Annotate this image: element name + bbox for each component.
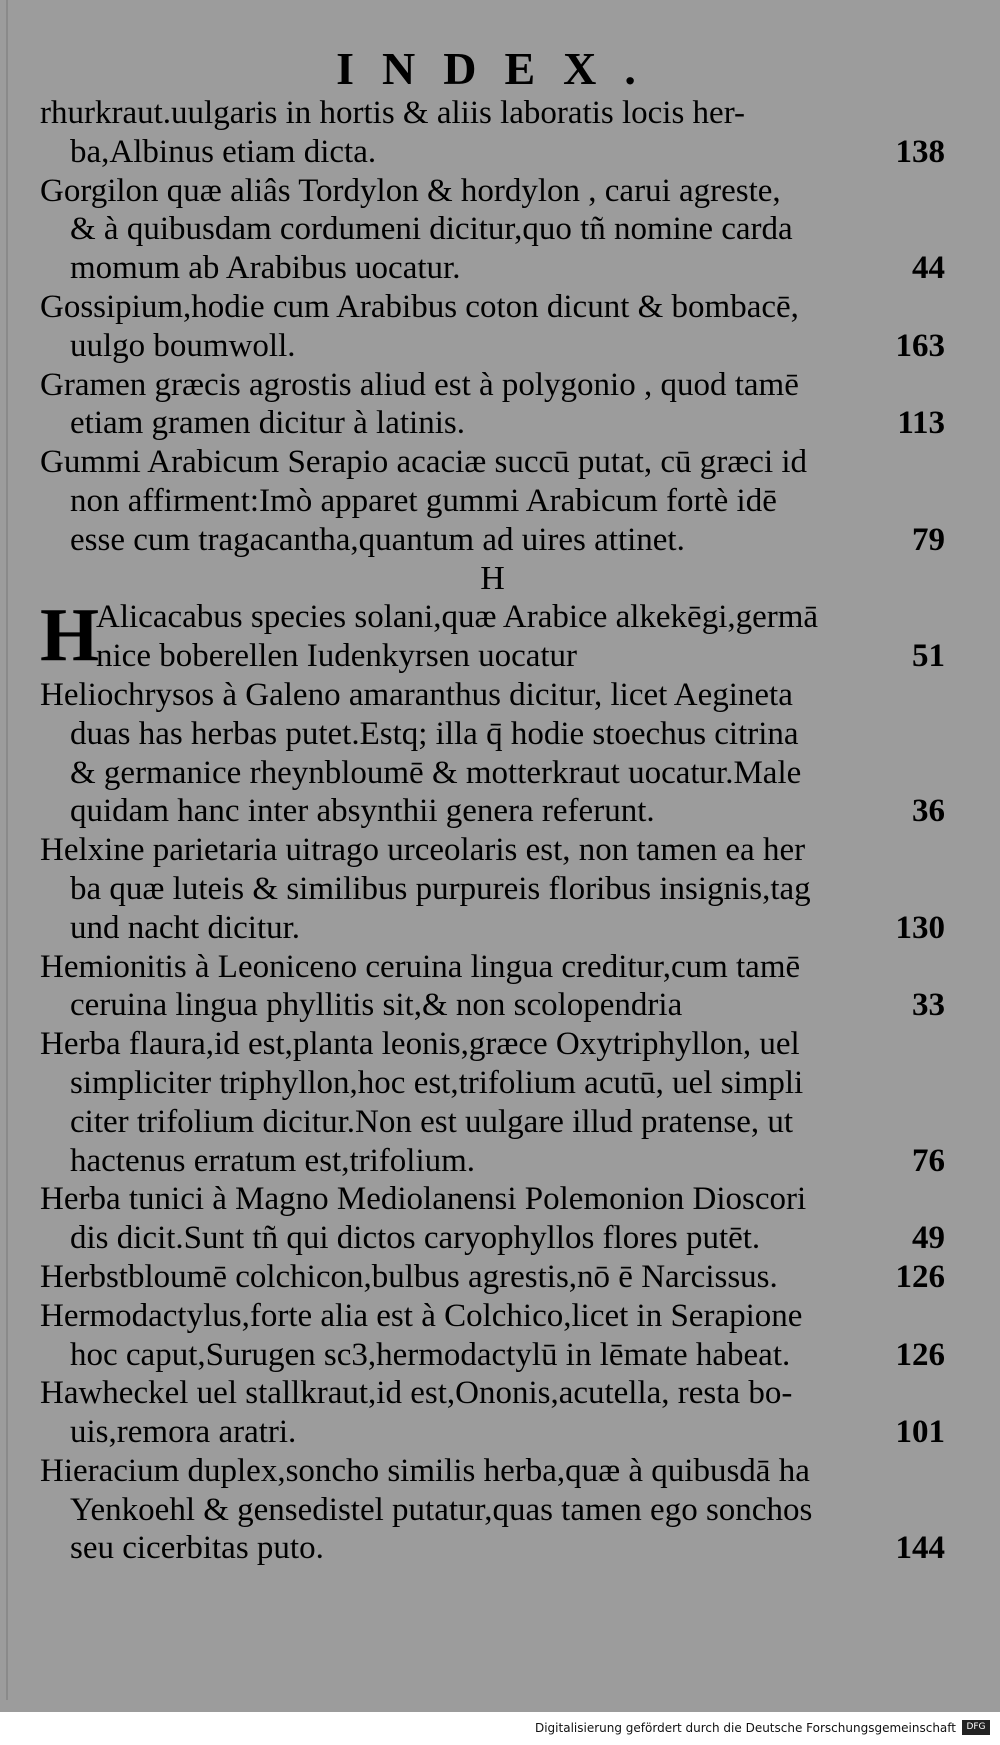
entry-line: simpliciter triphyllon,hoc est,trifolium acutū, uel simpli [70,1064,804,1101]
index-entry [40,1297,945,1375]
index-entry [40,443,945,559]
entry-line: Gorgilon quæ aliâs Tordylon & hordylon , carui agreste, [40,172,781,209]
drop-capital: H [40,593,100,678]
index-entry [40,676,945,831]
entry-line: non affirment:Imò apparet gummi Arabicum fortè idē [70,482,777,519]
entry-line: esse cum tragacantha,quantum ad uires attinet. 79 [70,521,945,558]
entry-line: Herba flaura,id est,planta leonis,græce Oxytriphyllon, uel [40,1026,800,1063]
index-entry [40,831,945,947]
index-entry [40,288,945,366]
page-number: 49 [912,1220,945,1257]
index-entry [40,1374,945,1452]
page-number: 51 [912,638,945,675]
index-entry [40,1025,945,1180]
page-number: 126 [895,1336,945,1373]
footer-credit: Digitalisierung gefördert durch die Deutsche Forschungsgemeinschaft [534,1721,956,1735]
entry-line: Helxine parietaria uitrago urceolaris est, non tamen ea her [40,832,806,869]
entry-line: quidam hanc inter absynthii genera referunt. 36 [70,793,945,830]
entry-line: Gummi Arabicum Serapio acaciæ succū putat, cū græci id [40,444,808,481]
entry-line: Gramen græcis agrostis aliud est à polygonio , quod tamē [40,366,799,403]
footer-bar [0,1712,1000,1745]
entry-line: Hemionitis à Leoniceno ceruina lingua creditur,cum tamē [40,948,801,985]
entry-line: ba,Albinus etiam dicta. 138 [70,133,945,170]
dfg-logo: DFG [962,1720,990,1735]
entry-line: & à quibusdam cordumeni dicitur,quo tñ nomine carda [70,211,793,248]
entry-line: & germanice rheynbloumē & motterkraut uocatur.Male [70,754,802,791]
entry-line: momum ab Arabibus uocatur. 44 [70,250,945,287]
index-entry [40,1452,945,1568]
entry-line: citer trifolium dicitur.Non est uulgare illud pratense, ut [70,1103,794,1140]
page-number: 163 [895,327,945,364]
index-entry [40,948,945,1026]
entry-line: hactenus erratum est,trifolium. 76 [70,1142,945,1179]
index-entry [40,172,945,288]
index-entry [40,1258,945,1297]
page-edge [6,0,8,1700]
index-entry-dropcap [40,593,945,678]
entry-line: Hawheckel uel stallkraut,id est,Ononis,acutella, resta bo- [40,1375,793,1412]
page-title: INDEX. [336,43,664,94]
entry-line: seu cicerbitas puto. 144 [70,1530,945,1567]
page-number: 138 [895,133,945,170]
entry-line: ceruina lingua phyllitis sit,& non scolopendria 33 [70,987,945,1024]
index-entry [40,366,945,444]
section-letter: H [480,559,505,597]
page-number: 144 [895,1530,945,1567]
entry-line: dis dicit.Sunt tñ qui dictos caryophyllos flores putēt. 49 [70,1220,945,1257]
entry-line: duas has herbas putet.Estq; illa q̄ hodie stoechus citrina [70,715,799,752]
page-number: 36 [912,793,945,830]
entry-line: Hermodactylus,forte alia est à Colchico,licet in Serapione [40,1297,803,1334]
index-column [40,94,945,1568]
page-number: 101 [895,1414,945,1451]
entry-line: ba quæ luteis & similibus purpureis floribus insignis,tag [70,870,811,907]
entry-line: Herba tunici à Magno Mediolanensi Polemonion Dioscori [40,1181,807,1218]
entry-line: uis,remora aratri. 101 [70,1414,945,1451]
entry-line: uulgo boumwoll. 163 [70,327,945,364]
page-number: 44 [912,250,945,287]
page-number: 79 [912,521,945,558]
page-number: 126 [895,1258,945,1295]
entry-line: und nacht dicitur. 130 [70,909,945,946]
page-number: 130 [895,909,945,946]
entry-line: Hieracium duplex,soncho similis herba,quæ à quibusdā ha [40,1452,810,1489]
entry-line: Herbstbloumē colchicon,bulbus agrestis,nō ē Narcissus. 126 [40,1258,945,1295]
entry-line: Alicacabus species solani,quæ Arabice alkekēgi,germā [96,599,819,636]
index-entry [40,94,945,172]
index-entry [40,1180,945,1258]
entry-line: etiam gramen dicitur à latinis. 113 [70,405,945,442]
page-number: 76 [912,1142,945,1179]
entry-line: hoc caput,Surugen sc3,hermodactylū in lēmate habeat. 126 [70,1336,945,1373]
entry-line: Heliochrysos à Galeno amaranthus dicitur, licet Aegineta [40,676,793,713]
entry-line: Yenkoehl & gensedistel putatur,quas tamen ego sonchos [70,1491,813,1528]
page-number: 113 [897,405,945,442]
entry-line: rhurkraut.uulgaris in hortis & aliis laboratis locis her- [40,95,746,131]
entry-line: nice boberellen Iudenkyrsen uocatur 51 [96,638,945,675]
entry-line: Gossipium,hodie cum Arabibus coton dicunt & bombacē, [40,288,799,325]
page-number: 33 [912,987,945,1024]
